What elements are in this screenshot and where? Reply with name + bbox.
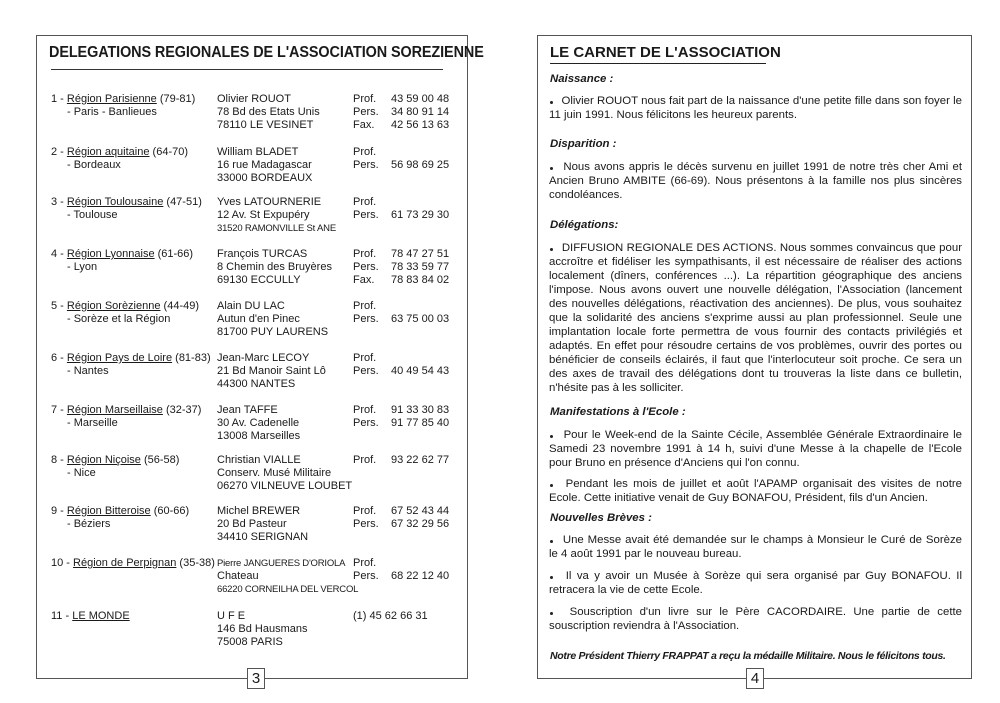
delegate-city: 33000 BORDEAUX [217,172,313,184]
news-item: Une Messe avait été demandée sur le champs à Monsieur le Curé de Sorèze le 4 août 1991 par le nouveau bureau. [549,534,962,560]
news-item: DIFFUSION REGIONALE DES ACTIONS. Nous sommes convaincus que pour accroître et fidéliser les sympathisants, il est nécessaire de réaliser des actions localement (dîners, conférences ...). La répartition géographique des anciens l'impose. Nous avons ouvert une nouvelle délégation, l'Association (lancement des nouvelles délégations, réactivation des anciennes). De plus, vous souhaitez que la solidarité des anciens s'exprime aussi au plan professionnel. Seule une implantation locale forte permettra de vous fournir des contacts privilégiés et adaptés. En effet pour résoudre certains de vos problèmes, ouvrir des portes ou bénéficier de conseils éclairés, il faut que l'interlocuteur soit proche. Ce sera un des axes de travail des délégations dont tu trouveras la liste dans ce bulletin, n'hésite pas à les solliciter. [549,242,962,394]
delegate-address: 21 Bd Manoir Saint Lô [217,365,326,377]
phone-number: 40 49 54 43 [391,365,450,377]
delegate-address: 8 Chemin des Bruyères [217,261,332,273]
page-3-delegations: DELEGATIONS REGIONALES DE L'ASSOCIATION SOREZIENNE 1 - Région Parisienne (79-81) - Paris - Banlieues Olivier ROUOT 78 Bd des Etats Unis 78110 LE VESINET Prof. Pers. Fax. 43 59 00 48 34 80 91 14 42 56 13 63 2 - Région aquitaine (64-70) - Bordeaux William BLADET 16 rue Madagascar 33000 BORDEAUX Prof. Pers. 56 98 69 25 3 - Région Toulousaine (47-51) - Toulouse Yves LATOURNERIE 12 Av. St Expupéry 31520 RAMONVILLE St ANE Prof. Pers. 61 73 29 30 4 - Région Lyonnaise (61-66) - Lyon François TURCAS 8 Chemin des Bruyères 69130 ECCULLY Prof. Pers. Fax. 78 47 27 51 78 33 59 77 78 83 84 02 5 - Région Sorèzienne (44-49) - Sorèze et la Région Alain DU LAC Autun d'en Pinec 81700 PUY LAURENS Prof. Pers. 63 75 00 03 6 - Région Pays de Loire (81-83) - Nantes Jean-Marc LECOY 21 Bd Manoir Saint Lô 44300 NANTES Prof. Pers. 40 49 54 43 7 - Région Marseillaise (32-37) - Marseille Jean TAFFE 30 Av. Cadenelle 13008 Marseilles Prof. Pers. 91 33 30 83 91 77 85 40 8 - Région Niçoise (56-58) - Nice Christian VIALLE Conserv. Musé Militaire 06270 VILNEUVE LOUBET Prof. 93 22 62 77 9 - Région Bitteroise (60-66) - Béziers Michel BREWER 20 Bd Pasteur 34410 SERIGNAN Prof. Pers. 67 52 43 44 67 32 29 56 10 - Région de Perpignan (35-38) Pierre JANGUERES D'ORIOLA Chateau 66220 CORNEILHA DEL VERCOL Prof. Pers. 68 22 12 40 11 - LE MONDE U F E 146 Bd Hausmans 75008 PARIS (1) 45 62 66 31 3 [36,35,468,679]
delegate-city: 81700 PUY LAURENS [217,326,329,338]
news-item: Olivier ROUOT nous fait part de la naissance d'une petite fille dans son foyer le 11 juin 1991. Nous félicitons les heureux parents. [549,95,962,121]
region-city: - Marseille [67,417,118,429]
delegate-city: 34410 SERIGNAN [217,531,309,543]
section-heading-naissance: Naissance : [550,73,614,85]
delegate-name: Olivier ROUOT [217,93,291,105]
delegate-city: 31520 RAMONVILLE St ANE [217,223,336,234]
region-name: Région Bitteroise [66,505,151,517]
region-name: Région Niçoise [66,454,141,466]
delegate-address: 20 Bd Pasteur [217,518,287,530]
phone-number: 78 33 59 77 [391,261,450,273]
phone-number: 67 52 43 44 [391,505,450,517]
bullet-icon [549,164,555,170]
phone-number: 91 33 30 83 [391,404,450,416]
region-name: LE MONDE [72,610,130,622]
page-number: 4 [746,668,764,689]
closing-note: Notre Président Thierry FRAPPAT a reçu la médaille Militaire. Nous le félicitons tous. [550,650,946,662]
phone-number: 34 80 91 14 [391,106,450,118]
delegate-name: Christian VIALLE [217,454,301,466]
region-city: - Toulouse [67,209,118,221]
region-city: - Lyon [67,261,98,273]
delegate-city: 13008 Marseilles [217,430,301,442]
region-city: - Béziers [67,518,111,530]
region-name: Région Marseillaise [66,404,163,416]
delegate-address: Conserv. Musé Militaire [217,467,332,479]
region-city: - Sorèze et la Région [67,313,171,325]
bullet-icon [549,573,555,579]
bullet-icon [549,537,555,543]
delegate-name: Jean-Marc LECOY [217,352,310,364]
region-name: Région Pays de Loire [66,352,173,364]
delegate-city: 66220 CORNEILHA DEL VERCOL [217,584,359,595]
region-city: - Bordeaux [67,159,121,171]
delegate-name: Yves LATOURNERIE [217,196,322,208]
region-name: Région Parisienne [66,93,157,105]
news-item: Pour le Week-end de la Sainte Cécile, Assemblée Générale Extraordinaire le Samedi 23 novembre 1991 à 14 h, suivi d'une Messe à la chapelle de l'Ecole pour Bruno en présence d'Anciens qui l'on connu. [549,429,962,469]
delegate-name: Pierre JANGUERES D'ORIOLA [217,558,346,569]
phone-number: 78 47 27 51 [391,248,450,260]
region-city: - Nantes [67,365,109,377]
section-heading-disparition: Disparition : [550,138,617,150]
delegate-name: William BLADET [217,146,299,158]
section-heading-delegations: Délégations: [550,219,619,231]
delegate-city: 78110 LE VESINET [217,119,314,131]
phone-number: 91 77 85 40 [391,417,450,429]
region-name: Région de Perpignan [73,557,177,569]
section-heading-breves: Nouvelles Brèves : [550,512,652,524]
phone-number: 56 98 69 25 [391,159,450,171]
bullet-icon [549,245,555,251]
phone-number: 68 22 12 40 [391,570,450,582]
phone-number: 78 83 84 02 [391,274,450,286]
delegate-city: 06270 VILNEUVE LOUBET [217,480,353,492]
delegate-name: U F E [217,610,246,622]
delegate-address: 146 Bd Hausmans [217,623,308,635]
region-name: Région Sorèzienne [66,300,161,312]
phone-number: 93 22 62 77 [391,454,450,466]
delegate-address: 16 rue Madagascar [217,159,312,171]
page-number: 3 [247,668,265,689]
delegate-city: 44300 NANTES [217,378,296,390]
region-name: Région aquitaine [66,146,150,158]
phone-number: 61 73 29 30 [391,209,450,221]
delegate-address: Autun d'en Pinec [217,313,300,325]
delegate-city: 69130 ECCULLY [217,274,301,286]
phone-number: (1) 45 62 66 31 [353,610,428,622]
phone-number: 67 32 29 56 [391,518,450,530]
title-underline [550,63,766,64]
page-4-carnet [537,35,972,687]
region-city: - Nice [67,467,96,479]
delegate-address: 78 Bd des Etats Unis [217,106,320,118]
bullet-icon [549,481,555,487]
delegate-name: Alain DU LAC [217,300,285,312]
delegate-name: Michel BREWER [217,505,301,517]
region-name: Région Toulousaine [66,196,164,208]
phone-number: 42 56 13 63 [391,119,450,131]
region-city: - Paris - Banlieues [67,106,157,118]
page-title: DELEGATIONS REGIONALES DE L'ASSOCIATION SOREZIENNE [49,44,484,61]
section-heading-manifestations: Manifestations à l'Ecole : [550,406,686,418]
region-name: Région Lyonnaise [66,248,155,260]
news-item: Nous avons appris le décès survenu en juillet 1991 de notre très cher Ami et Ancien Bruno AMBITE (66-69). Nous présentons à la famille nos plus sincères condoléances. [549,161,962,201]
bullet-icon [549,432,555,438]
title-underline [51,69,443,70]
delegate-name: François TURCAS [217,248,308,260]
delegate-address: Chateau [217,570,259,582]
news-item: Il va y avoir un Musée à Sorèze qui sera organisé par Guy BONAFOU. Il retracera la vie de cette Ecole. [549,570,962,596]
delegate-address: 12 Av. St Expupéry [217,209,310,221]
phone-number: 63 75 00 03 [391,313,450,325]
phone-number: 43 59 00 48 [391,93,450,105]
news-item: Pendant les mois de juillet et août l'APAMP organisait des visites de notre Ecole. Cette initiative venait de Guy BONAFOU, Président, fils d'un Ancien. [549,478,962,504]
bullet-icon [549,609,555,615]
delegate-name: Jean TAFFE [217,404,278,416]
news-item: Souscription d'un livre sur le Père CACORDAIRE. Une partie de cette souscription reviendra à l'Association. [549,606,962,632]
delegate-city: 75008 PARIS [217,636,283,648]
bullet-icon [549,98,555,104]
page-title: LE CARNET DE L'ASSOCIATION [550,44,781,61]
delegate-address: 30 Av. Cadenelle [217,417,300,429]
